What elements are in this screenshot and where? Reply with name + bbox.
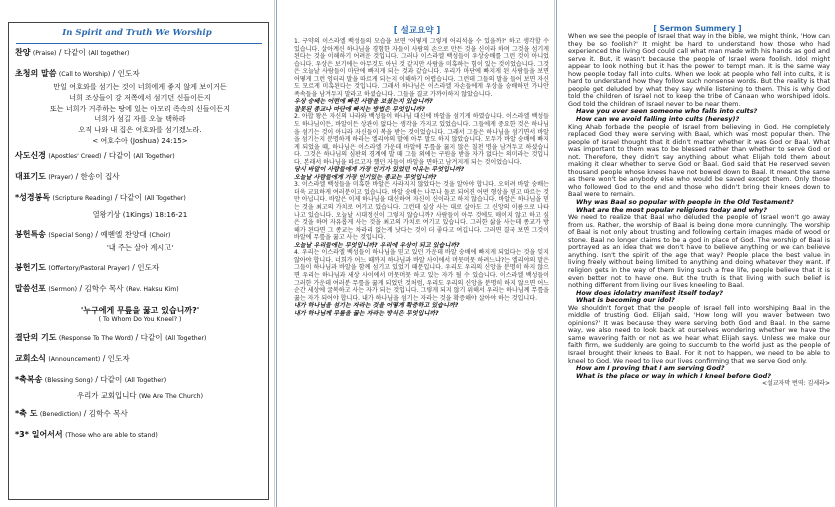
order-item-call: 초청의 말씀 (Call to Worship) / 인도자 <box>15 69 140 78</box>
order-item-response: 결단의 기도 (Response To The Word) / 다같이 (All Together) <box>15 332 207 342</box>
summary-paragraph: We shouldn't forget that the people of Israel fell into worshiping Baal in the middle of trusting God. Elijah said, 'How long will you waver between two opinions?' It was because they were serving both God and Baal. In the same way, we also need to look back at ourselves wondering whether we have the same wavering faith or not as we hear what Elijah says. Unless we make our faith firm, we suddenly are going to succumb to the world just as the people of Israel brought their knees to Baal. For it not to happen, we need to be able to kneel to God. We need to live our lives confirming that we serve God only. How am I proving that I am serving God? What is the place or way in which I kneel before God? <box>568 303 830 380</box>
sermon-outline-panel <box>280 0 555 507</box>
call-to-worship-text: 만일 여호와를 섬기는 것이 너희에게 좋지 않게 보이거든 너희 조상들이 강 저쪽에서 섬기던 신들이든지 또는 너희가 거주하는 땅에 있는 아모리 족속의 신들이든지 너희가 섬길 자를 오늘 택하라 오직 나와 내 집은 여호와를 섬기겠노라. < 여호수아 (Joshua) 24:15> <box>49 82 231 145</box>
translation-credit: <설교자막 번역: 김세라> <box>761 380 830 388</box>
summary-paragraph: When we see the people of Israel that way in the bible, we might think, 'How can they be so foolish?' It might be hard to understand how those who had experienced the living God could call what man made with his hands as god and serve it. But, it wasn't because the people of Israel were foolish. Idol might appear to look nothing but it has the power to tempt man. It is the same way how people today fall into cults. When we look at people who fell into cults, it is hard to understand how they follow such nonsense words. But the reality is that people get deluded by what they say while listening to them. This is why God told the children of Israel not to keep the tribe of Canaan who worshiped idols. God told the children of Israel never to be near them. Have you ever seen someone who falls into cults? How can we avoid falling into cults (heresy)? <box>568 32 830 124</box>
blessing-song-title: 우리가 교회입니다 (We Are The Church) <box>77 390 203 400</box>
column-divider <box>556 0 557 507</box>
order-item-special: 봉헌특송 (Special Song) / 예벧엘 찬양대 (Choir) <box>15 229 171 239</box>
order-item-praise: 찬양 (Praise) / 다같이 (All together) <box>15 48 130 57</box>
sermon-title: '누구에게 무릎을 꿇고 있습니까?' <box>80 305 200 315</box>
summary-paragraph: King Ahab forbade the people of Israel from believing in God. He completely replaced God they were serving with Baal, which was most popular then. The people of Israel thought that it didn't matter whether it was God or Baal. What was important to them was to be blessed rather than whether to serve God or not. Therefore, they didn't say anything about what Elijah told them about making it clear whether to serve God or Baal. God said that He reserved seven thousand people whose knees have not bowed down to Baal. It meant the same as there won't be anybody else who would be saved except them. Only those who followed God to the end and those who didn't bring their knees down to Baal were to remain. Why was Baal so popular with people in the Old Testament? What are the most popular religions today and why? <box>568 122 830 214</box>
outline-paragraph: 4. 우리는 이스라엘 백성들이 하나님을 믿고 있던 가운데 바알 숭배에 빠지게 되었다는 것을 잊지 않아야 합니다. 너희가 어느 때까지 하나님과 바알 사이에서 머뭇머뭇 하려느냐?는 엘리야의 말은 그들이 하나님과 바알을 함께 섬기고 있었기 때문입니다. 우리도 우리의 신앙을 분명히 하지 않으면 우리는 하나님과 세상 사이에서 머뭇머뭇 하고 있는 자가 될 수 있습니다. 이스라엘 백성들이 그러한 가운데 여러분 무릎을 꿇게 되었던 것처럼, 우리도 우리의 신앙을 분명히 하지 않으면 어느 순간 세상에 굴복하고 사는 자가 되는 것입니다. 그렇게 되지 않기 위해서 우리는 하나님께 무릎을 꿇는 자가 되어야 합니다. 내가 하나님을 섬기는 자라는 것을 확증해야 살아야 하는 것입니다. 내가 하나님을 섬기는 자라는 것을 어떻게 확증하고 있습니까? 내가 하나님께 무릎을 꿇는 자라는 방식은 무엇입니까? <box>294 249 549 317</box>
order-item-benediction: *축 도 (Benediction) / 김학수 목사 <box>15 408 128 418</box>
sermon-title-english: ( To Whom Do You Kneel? ) <box>98 315 182 323</box>
order-item-sermon: 말씀선포 (Sermon) / 김학수 목사 (Rev. Haksu Kim) <box>15 283 179 293</box>
summary-header: [ Sermon Summery ] <box>653 24 742 33</box>
outline-paragraph: 1. 구약의 이스라엘 백성들의 모습을 보면 '어떻게 그렇게 어리석을 수 있을까?' 하고 생각할 수 있습니다. 살아계신 하나님을 경험한 자들이 사람의 손으로 만든 것을 신이라 하며 그것을 섬기게 된다는 것을 이해하기 어려운 것입니다. 그러나 이스라엘 백성들이 우상숭배를 그런 것이 아니었습니다. 우상은 보기에는 아무것도 아닌 것 같지만 사람을 미혹하는 힘이 있는 것이었습니다. 그것은 오늘날 사람들이 마단에 빠지게 되는 것과 같습니다. 우리가 마단에 빠지게 된 사람들을 보면 어떻게 그런 엉터리 말을 따르게 되는지 이해하기 어렵습니다. 그런데 그들의 말을 들어 보면 자신도 모르게 미혹된다는 것입니다. 그래서 하나님은 이스라엘 자손들에게 우상을 숭배하던 가나안 족속들을 남겨두지 말라고 하셨습니다. 그들을 결코 가까이하지 않았습니다. 우상 숭배는 어떤에 빠진 사람을 보셨는지 있습니까? 잘못된 종교나 마단에 빠지는 방법은 무엇입니까? <box>294 38 549 113</box>
worship-order-list <box>15 48 265 451</box>
header-divider <box>16 43 262 44</box>
scripture-reference: 열왕기상 (1Kings) 18:16-21 <box>92 209 188 219</box>
outline-paragraph: 3. 이스라엘 백성들을 미혹한 바알은 사라지지 않았다는 것을 알아야 합니다. 오히려 바알 숭배는 더욱 교묘하게 여러분이고 있습니다. 바알 숭배는 나무나 돌로 되어진 어떤 형상을 믿고 따르는 것만 아닙니다. 바알은 이제 하나님을 대신하여 자신이 신이라고 하지 않습니다. 바알은 하나님을 믿는 것을 최고의 가치로 여기고 있습니다. 그런데 실상 사는 대로 살아도 그 신앙의 이름으로 나타나고 있습니다. 오늘날 시대정신이 그렇지 않습니까? 사람들이 아무 것에도 매이지 않고 하고 싶은 것을 하며 자유롭게 사는 것을 최고의 가치로 여기고 있습니다. 그러한 삶을 사는데 종교가 방해가 된다면 그 종교는 차라리 없는게 낫다는 것이 더 좋다고 여깁니다. 그러면 결국 보면 그것이 바알에 무릎을 꿇고 사는 것입니다. 오늘날 우리들에는 무엇입니까? 우리에 우상이 되고 있습니까? <box>294 181 549 249</box>
outline-body <box>294 38 549 317</box>
order-item-offertory: 봉헌기도 (Offertory/Pastoral Prayer) / 인도자 <box>15 262 160 272</box>
order-item-creed: 사도신경 (Apostles' Creed) / 다같이 (All Together) <box>15 150 175 160</box>
order-item-prayer: 대표기도 (Prayer) / 한송이 집사 <box>15 171 120 181</box>
column-divider <box>276 0 277 507</box>
order-item-announce: 교회소식 (Announcement) / 인도자 <box>15 353 130 363</box>
summary-paragraph: We need to realize that Baal who deluded the people of Israel won't go away from us. Rather, the worship of Baal is being done more cunningly. The worship of Baal is not only about trusting and following certain images made of wood or stone. Baal no longer claims to be a god in place of God. The worship of Baal is portrayed as an idea that we don't have to believe anything or we can believe anything. Isn't the spirit of the age that way? People place the best value in living freely without being limited to anything and doing whatever they want. If religion gets in the way of them living such a free life, people believe that it is even better not to have one. But the truth is that living with such belief is nothing different from living our lives kneeling to Baal. How does idolatry manifest itself today? What is becoming our idol? <box>568 213 830 305</box>
order-item-blessing: *축복송 (Blessing Song) / 다같이 (All Together) <box>15 374 167 384</box>
order-item-rise: *3* 일어서서 (Those who are able to stand) <box>15 429 158 439</box>
special-song-title: '내 주는 살아 계시고' <box>106 242 174 252</box>
worship-order-panel <box>0 0 275 507</box>
order-item-reading: *성경봉독 (Scripture Reading) / 다같이 (All Together) <box>15 192 186 202</box>
sermon-summary-panel <box>560 0 835 507</box>
summary-body <box>568 33 830 388</box>
outline-paragraph: 2. 아합 왕은 자신의 나라와 백성들이 하나님 대신에 바알을 섬기게 하였습니다. 이스라엘 백성들도 하나님이든, 바알이든 상관이 없다는 생각을 가지고 있었습니다. 그들에게 중요한 것은 하나님을 섬기는 것이 아니라 자신들이 복을 받는 것이었습니다. 그래서 그들은 하나님을 섬기면서 바알을 섬기는지 분명하게 하라는 엘리야의 말에 아무 말도 하지 않았습니다. 모두가 바알 숭배에 빠지게 되었을 때, 하나님은 이스라엘 가운데 바알에 무릎을 꿇지 않은 칠천 명을 남겨두고 하셨습니다. 그것은 하나님의 심판의 경계에 발 때 그들 외에는 구원을 받을 자가 없다는 의미라는 것입니다. 본래서 하나님을 따르고자 했던 자들이 바알을 면하고 남겨지게 되는 것이었습니다. 당시 바알이 사람들에게 가장 인기가 있었던 이유는 무엇입니까? 오늘날 사람들에게 가장 인기있는 종교는 무엇입니까? <box>294 113 549 181</box>
outline-header: [ 설교요약 ] <box>393 26 441 36</box>
worship-order-header: In Spirit and Truth We Worship <box>62 28 212 38</box>
